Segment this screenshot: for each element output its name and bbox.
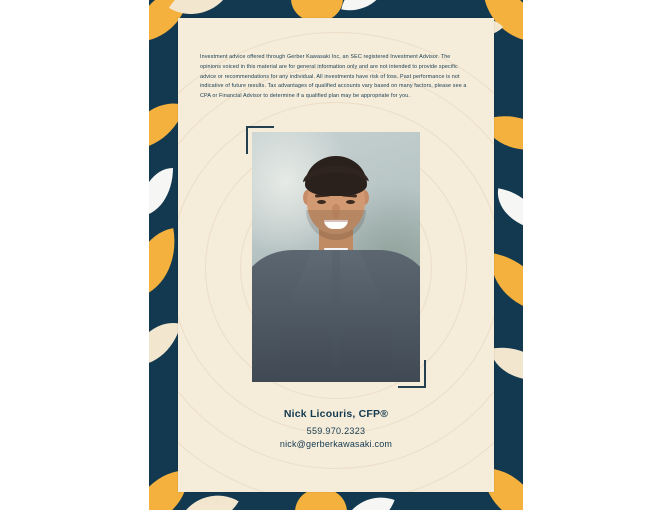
- portrait-photo-frame: [246, 126, 426, 388]
- portrait-photo: [252, 132, 420, 382]
- petal-decoration: [492, 188, 523, 229]
- petal-decoration: [490, 340, 523, 388]
- nose: [332, 204, 340, 218]
- flyer-page: [149, 0, 523, 510]
- disclaimer-text: Investment advice offered through Gerber Kawasaki Inc, an SEC registered Investment Advisor. The opinions voiced in this material are for general information only and are not intended to provide specific advice or recommendations for any individual. All investments have risk of loss. Past performance is not indicative of future results. Tax advantages of qualified accounts vary based on many factors, please see a CPA or Financial Advisor to determine if a qualified plan may be appropriate for you.: [200, 54, 467, 99]
- right-eye: [346, 200, 355, 204]
- petal-decoration: [149, 168, 173, 216]
- left-eye: [317, 200, 326, 204]
- agent-email[interactable]: nick@gerberkawasaki.com: [279, 439, 393, 449]
- contact-block: [178, 408, 494, 449]
- agent-name: Nick Licouris, CFP®: [283, 408, 389, 420]
- petal-decoration: [149, 314, 181, 375]
- agent-phone[interactable]: 559.970.2323: [306, 426, 366, 436]
- flyer-inner-page: [178, 18, 494, 492]
- petal-decoration: [341, 0, 388, 18]
- suit-jacket: [252, 250, 420, 382]
